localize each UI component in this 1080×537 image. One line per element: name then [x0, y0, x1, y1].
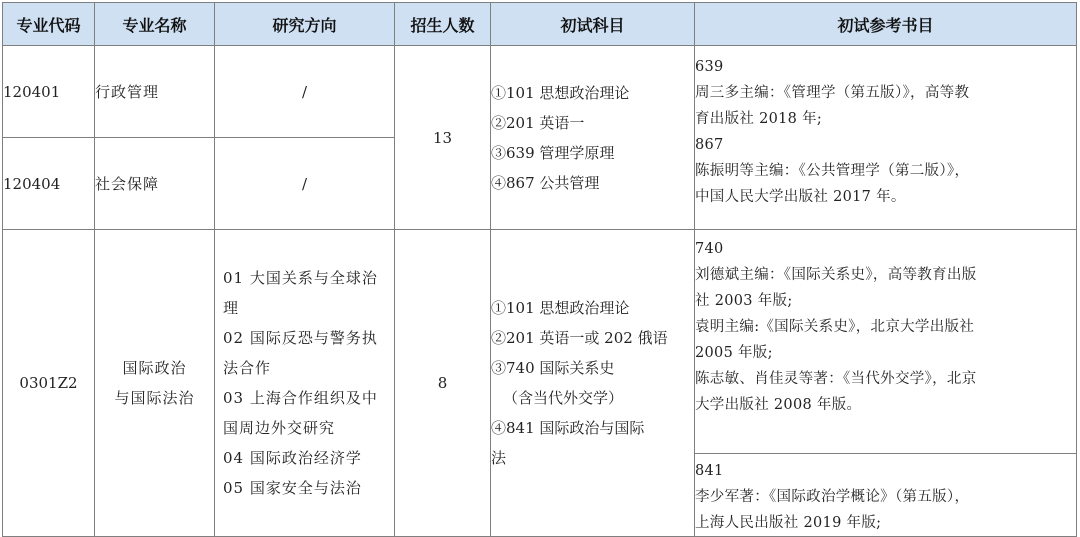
exam-subjects — [491, 46, 695, 230]
direction-line: 05 国家安全与法治 — [223, 479, 362, 497]
admissions-table — [2, 2, 1077, 537]
major-name-line: 与国际法治 — [114, 389, 195, 407]
direction-line: 03 上海合作组织及中 — [223, 389, 378, 407]
direction-line: 理 — [223, 299, 240, 317]
enrollment-count: 13 — [395, 46, 491, 230]
enrollment-count: 8 — [395, 230, 491, 537]
book-line: 2005 年版; — [695, 345, 773, 361]
book-line: 841 — [695, 463, 724, 479]
subject-item: 法 — [491, 449, 507, 467]
book-line: 639 — [695, 59, 724, 75]
subject-item: ④867 公共管理 — [491, 173, 600, 192]
subject-item: ①101 思想政治理论 — [491, 83, 630, 102]
major-code: 0301Z2 — [3, 230, 95, 537]
header-exam-subjects: 初试科目 — [491, 3, 695, 46]
subject-item: ①101 思想政治理论 — [491, 299, 630, 317]
research-direction: / — [215, 138, 395, 230]
table-header — [3, 3, 1077, 46]
header-major-name: 专业名称 — [95, 3, 215, 46]
major-name: 行政管理 — [95, 46, 215, 138]
header-enrollment-count: 招生人数 — [395, 3, 491, 46]
book-line: 陈志敏、肖佳灵等著：《当代外交学》，北京 — [695, 371, 977, 387]
major-name: 社会保障 — [95, 138, 215, 230]
book-line: 740 — [695, 241, 724, 257]
table-row — [3, 230, 1077, 454]
header-major-code: 专业代码 — [3, 3, 95, 46]
direction-line: 02 国际反恐与警务执 — [223, 329, 378, 347]
research-directions — [215, 230, 395, 537]
major-name — [95, 230, 215, 537]
reference-books — [695, 230, 1077, 454]
subject-item: ③740 国际关系史 — [491, 359, 615, 377]
research-direction: / — [215, 46, 395, 138]
reference-books — [695, 46, 1077, 230]
subject-item: ②201 英语一 — [491, 113, 585, 132]
book-line: 刘德斌主编：《国际关系史》，高等教育出版 — [695, 267, 977, 283]
major-code: 120404 — [3, 138, 95, 230]
book-line: 育出版社 2018 年; — [695, 111, 823, 127]
major-code: 120401 — [3, 46, 95, 138]
major-name-line: 国际政治 — [122, 359, 187, 377]
book-line: 大学出版社 2008 年版。 — [695, 397, 862, 413]
subject-item: ②201 英语一或 202 俄语 — [491, 329, 668, 347]
book-line: 中国人民大学出版社 2017 年。 — [695, 189, 906, 205]
direction-line: 01 大国关系与全球治 — [223, 269, 378, 287]
direction-line: 04 国际政治经济学 — [223, 449, 362, 467]
subject-item: ③639 管理学原理 — [491, 143, 615, 162]
header-row — [3, 3, 1077, 46]
direction-line: 国周边外交研究 — [223, 419, 336, 437]
book-line: 上海人民出版社 2019 年版; — [695, 515, 882, 531]
direction-line: 法合作 — [223, 359, 272, 377]
header-reference-books: 初试参考书目 — [695, 3, 1077, 46]
exam-subjects — [491, 230, 695, 537]
book-line: 李少军著：《国际政治学概论》（第五版）， — [695, 489, 970, 505]
book-line: 陈振明等主编：《公共管理学（第二版）》， — [695, 163, 970, 179]
book-line: 周三多主编：《管理学（第五版）》，高等教 — [695, 85, 970, 101]
header-research-direction: 研究方向 — [215, 3, 395, 46]
book-line: 袁明主编:《国际关系史》，北京大学出版社 — [695, 319, 975, 335]
reference-books — [695, 454, 1077, 537]
book-line: 867 — [695, 137, 724, 153]
subject-item: （含当代外交学） — [503, 389, 624, 407]
book-line: 社 2003 年版; — [695, 293, 793, 309]
subject-item: ④841 国际政治与国际 — [491, 419, 645, 437]
table-row — [3, 46, 1077, 138]
